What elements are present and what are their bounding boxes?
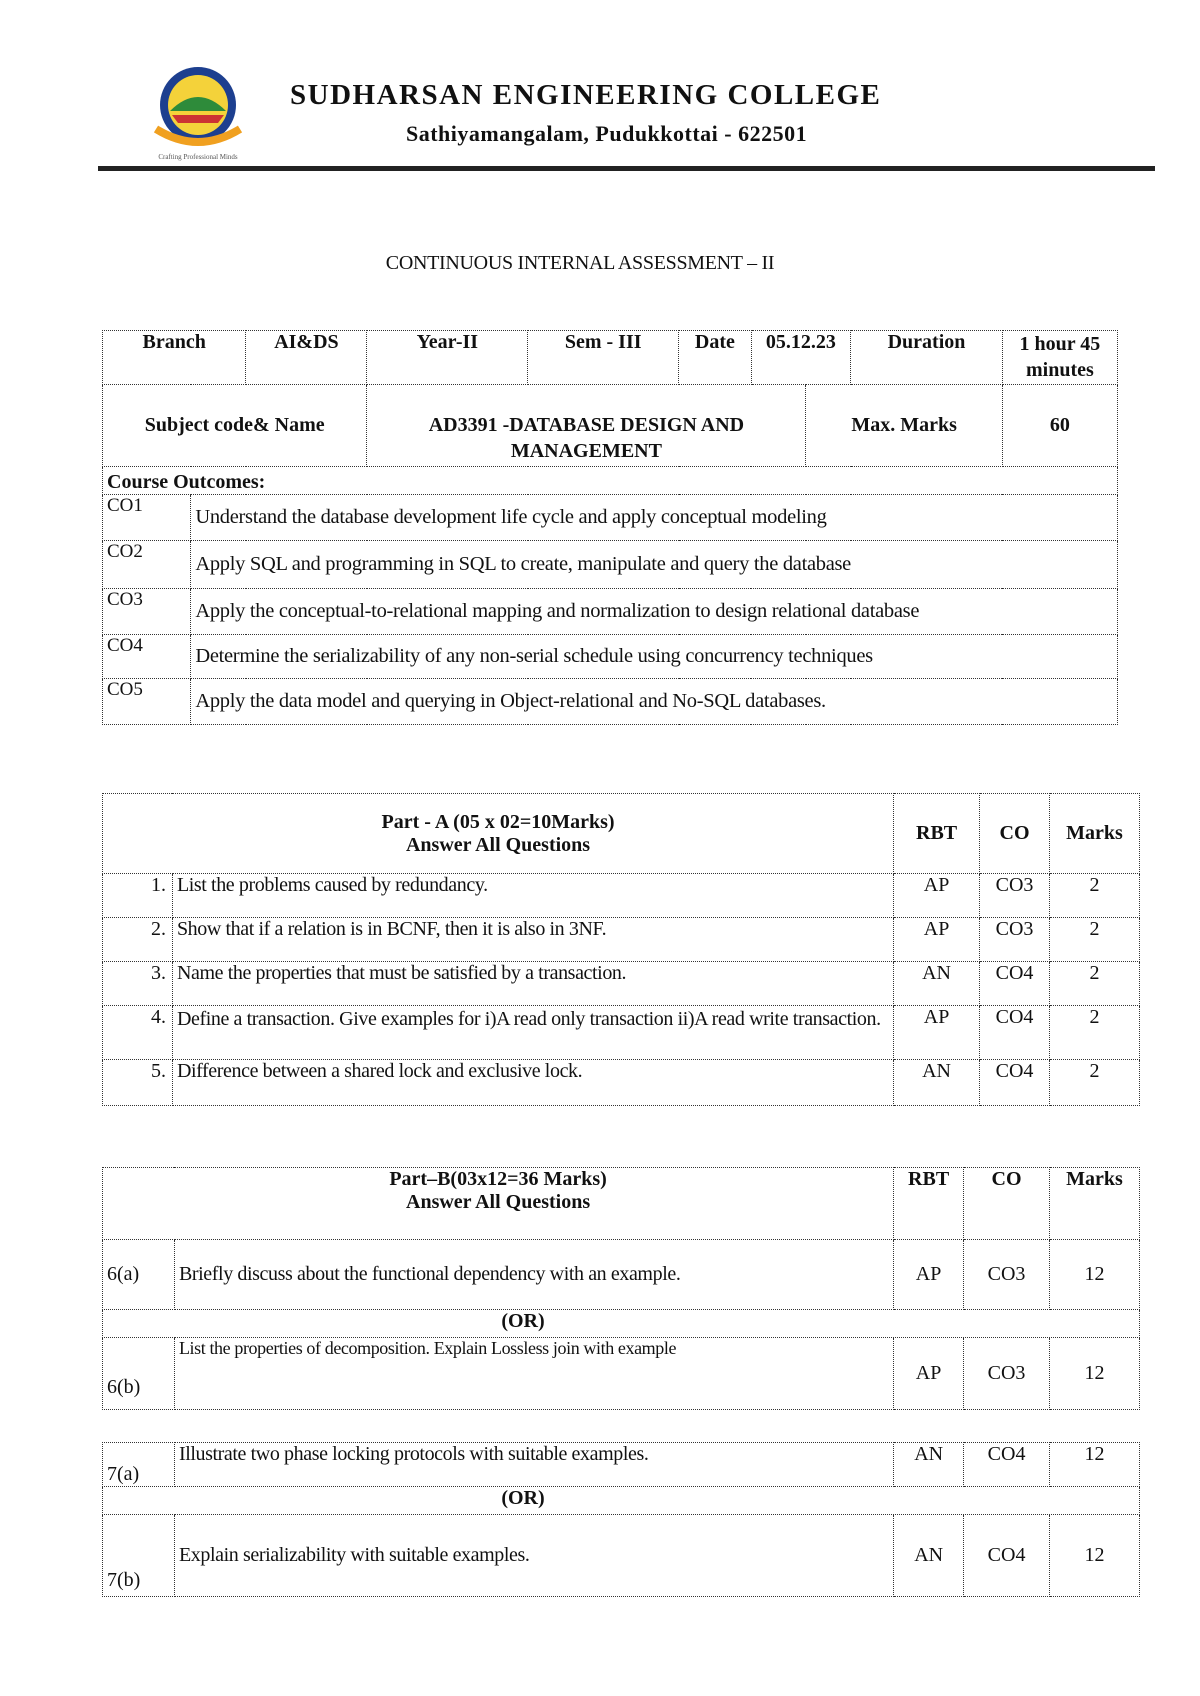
question-marks: 12 [1050, 1240, 1140, 1310]
co-code: CO4 [103, 635, 191, 679]
question-number: 3. [103, 962, 173, 1006]
co-header: CO [980, 794, 1050, 874]
question-rbt: AN [894, 962, 980, 1006]
college-name: SUDHARSAN ENGINEERING COLLEGE [290, 79, 882, 111]
sem-value: Sem - III [528, 331, 679, 385]
part-b-q7-table [102, 1442, 1140, 1597]
question-number: 7(a) [103, 1443, 175, 1487]
college-address: Sathiyamangalam, Pudukkottai - 622501 [406, 121, 808, 146]
question-text: List the problems caused by redundancy. [172, 874, 893, 918]
question-number: 2. [103, 918, 173, 962]
table-row [103, 1443, 1140, 1487]
question-marks: 12 [1050, 1515, 1140, 1597]
part-b-table [102, 1167, 1140, 1410]
question-rbt: AP [894, 918, 980, 962]
table-row [103, 1338, 1140, 1410]
question-marks: 2 [1050, 874, 1140, 918]
exam-title: CONTINUOUS INTERNAL ASSESSMENT – II [385, 252, 775, 274]
question-text: Explain serializability with suitable examples. [174, 1515, 893, 1597]
rbt-header: RBT [894, 1168, 964, 1240]
svg-text:Crafting Professional Minds: Crafting Professional Minds [158, 153, 238, 161]
course-outcomes-label: Course Outcomes: [103, 467, 1118, 495]
question-number: 7(b) [103, 1515, 175, 1597]
question-text: Show that if a relation is in BCNF, then it is also in 3NF. [172, 918, 893, 962]
co-code: CO1 [103, 495, 191, 541]
table-row [103, 918, 1140, 962]
rbt-header: RBT [894, 794, 980, 874]
question-rbt: AP [894, 1006, 980, 1060]
co-text: Determine the serializability of any non-serial schedule using concurrency techniques [191, 635, 1118, 679]
question-rbt: AP [894, 874, 980, 918]
question-number: 6(a) [103, 1240, 175, 1310]
max-marks-value: 60 [1002, 385, 1117, 467]
question-rbt: AP [894, 1240, 964, 1310]
header-divider [98, 166, 1155, 171]
table-row [103, 962, 1140, 1006]
co-code: CO2 [103, 541, 191, 589]
part-b-subtitle: Answer All Questions [406, 1191, 591, 1213]
branch-label: Branch [103, 331, 246, 385]
or-separator: (OR) [103, 1487, 1140, 1515]
duration-label: Duration [851, 331, 1003, 385]
question-number: 1. [103, 874, 173, 918]
year-value: Year-II [367, 331, 528, 385]
question-marks: 2 [1050, 1060, 1140, 1106]
question-co: CO3 [964, 1338, 1050, 1410]
branch-value: AI&DS [246, 331, 367, 385]
part-a-title: Part - A (05 x 02=10Marks) [381, 810, 615, 833]
question-marks: 2 [1050, 962, 1140, 1006]
question-marks: 12 [1050, 1443, 1140, 1487]
duration-value: 1 hour 45 minutes [1002, 331, 1117, 385]
part-a-heading [103, 794, 894, 874]
question-rbt: AP [894, 1338, 964, 1410]
question-number: 5. [103, 1060, 173, 1106]
co-text: Understand the database development life cycle and apply conceptual modeling [191, 495, 1118, 541]
part-a-subtitle: Answer All Questions [405, 833, 591, 856]
max-marks-label: Max. Marks [806, 385, 1002, 467]
co-text: Apply SQL and programming in SQL to create, manipulate and query the database [191, 541, 1118, 589]
question-co: CO3 [980, 874, 1050, 918]
question-text: Name the properties that must be satisfied by a transaction. [172, 962, 893, 1006]
subject-value: AD3391 -DATABASE DESIGN AND MANAGEMENT [367, 385, 806, 467]
table-row [103, 1006, 1140, 1060]
table-row [103, 1060, 1140, 1106]
question-marks: 2 [1050, 1006, 1140, 1060]
question-co: CO4 [980, 1006, 1050, 1060]
co-code: CO3 [103, 589, 191, 635]
question-co: CO3 [980, 918, 1050, 962]
exam-info-table [102, 330, 1118, 725]
marks-header: Marks [1050, 1168, 1140, 1240]
question-marks: 2 [1050, 918, 1140, 962]
part-a-table [102, 793, 1140, 1106]
question-co: CO4 [980, 962, 1050, 1006]
question-number: 6(b) [103, 1338, 175, 1410]
college-header [98, 55, 1153, 167]
question-text: List the properties of decomposition. Explain Lossless join with example [174, 1338, 893, 1410]
marks-header: Marks [1050, 794, 1140, 874]
date-label: Date [679, 331, 752, 385]
question-rbt: AN [894, 1515, 964, 1597]
question-co: CO3 [964, 1240, 1050, 1310]
question-rbt: AN [894, 1443, 964, 1487]
co-text: Apply the conceptual-to-relational mapping and normalization to design relational database [191, 589, 1118, 635]
table-row [103, 1240, 1140, 1310]
question-text: Define a transaction. Give examples for i)A read only transaction ii)A read write transaction. [172, 1006, 893, 1060]
question-text: Illustrate two phase locking protocols with suitable examples. [174, 1443, 893, 1487]
question-number: 4. [103, 1006, 173, 1060]
question-co: CO4 [964, 1443, 1050, 1487]
question-text: Difference between a shared lock and exclusive lock. [172, 1060, 893, 1106]
part-b-title: Part–B(03x12=36 Marks) [389, 1168, 607, 1190]
question-rbt: AN [894, 1060, 980, 1106]
date-value: 05.12.23 [751, 331, 851, 385]
part-b-heading [103, 1168, 894, 1240]
co-header: CO [964, 1168, 1050, 1240]
table-row [103, 1515, 1140, 1597]
question-co: CO4 [980, 1060, 1050, 1106]
question-marks: 12 [1050, 1338, 1140, 1410]
co-code: CO5 [103, 679, 191, 725]
question-text: Briefly discuss about the functional dependency with an example. [174, 1240, 893, 1310]
question-co: CO4 [964, 1515, 1050, 1597]
or-separator: (OR) [103, 1310, 1140, 1338]
subject-label: Subject code& Name [103, 385, 367, 467]
college-logo [136, 63, 266, 163]
co-text: Apply the data model and querying in Object-relational and No-SQL databases. [191, 679, 1118, 725]
table-row [103, 874, 1140, 918]
